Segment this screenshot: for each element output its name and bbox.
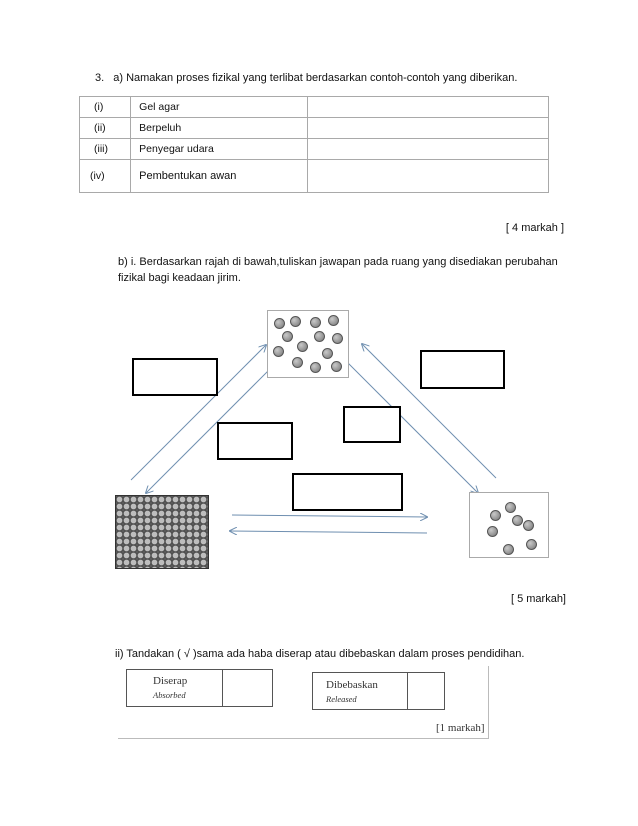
particle bbox=[505, 502, 516, 513]
particle bbox=[487, 526, 498, 537]
particle bbox=[292, 357, 303, 368]
released-label-cell bbox=[312, 672, 407, 710]
row-number: (iii) bbox=[80, 139, 131, 160]
arrow-gas-to-solid bbox=[230, 531, 427, 533]
particle bbox=[331, 361, 342, 372]
particle bbox=[503, 544, 514, 555]
released-tick-box[interactable] bbox=[407, 672, 445, 710]
particle bbox=[332, 333, 343, 344]
particle bbox=[314, 331, 325, 342]
particle bbox=[290, 316, 301, 327]
question-number: 3. bbox=[95, 72, 105, 84]
particle bbox=[523, 520, 534, 531]
answer-box-4[interactable] bbox=[343, 406, 401, 443]
gas-particles-box bbox=[469, 492, 549, 558]
row-example: Berpeluh bbox=[131, 118, 308, 139]
absorbed-tick-box[interactable] bbox=[222, 669, 273, 707]
row-number: (i) bbox=[80, 97, 131, 118]
part-b-i-instruction: b) i. Berdasarkan rajah di bawah,tuliskan jawapan pada ruang yang disediakan perubahan fizikal bagi keadaan jirim. bbox=[118, 256, 558, 284]
marks-b-ii: [1 markah] bbox=[436, 722, 485, 734]
part-a-instruction: a) Namakan proses fizikal yang terlibat berdasarkan contoh-contoh yang diberikan. bbox=[113, 72, 518, 84]
arrow-solid-to-gas bbox=[232, 515, 427, 517]
marks-b-i: [ 5 markah] bbox=[510, 593, 566, 605]
liquid-particles-box bbox=[267, 310, 349, 378]
row-number: (iv) bbox=[80, 160, 131, 193]
solid-particles-box bbox=[115, 495, 209, 569]
row-example: Penyegar udara bbox=[131, 139, 308, 160]
row-example: Pembentukan awan bbox=[131, 160, 308, 193]
particle bbox=[282, 331, 293, 342]
row-example: Gel agar bbox=[131, 97, 308, 118]
answer-box-1[interactable] bbox=[132, 358, 218, 396]
answer-box-5[interactable] bbox=[292, 473, 403, 511]
particle bbox=[490, 510, 501, 521]
absorbed-label-cell bbox=[126, 669, 222, 707]
heat-table bbox=[118, 666, 489, 739]
particle bbox=[310, 362, 321, 373]
particle bbox=[297, 341, 308, 352]
particle bbox=[512, 515, 523, 526]
part-b-ii-instruction: ii) Tandakan ( √ )sama ada haba diserap atau dibebaskan dalam proses pendidihan. bbox=[115, 648, 525, 660]
absorbed-label: Diserap bbox=[153, 675, 188, 687]
absorbed-sub: Absorbed bbox=[153, 690, 186, 700]
particle bbox=[322, 348, 333, 359]
released-sub: Released bbox=[326, 694, 357, 704]
marks-a: [ 4 markah ] bbox=[505, 222, 564, 234]
particle bbox=[526, 539, 537, 550]
particle bbox=[274, 318, 285, 329]
answer-box-3[interactable] bbox=[217, 422, 293, 460]
answer-box-2[interactable] bbox=[420, 350, 505, 389]
released-label: Dibebaskan bbox=[326, 679, 378, 691]
particle bbox=[328, 315, 339, 326]
particle bbox=[310, 317, 321, 328]
particle bbox=[273, 346, 284, 357]
row-number: (ii) bbox=[80, 118, 131, 139]
